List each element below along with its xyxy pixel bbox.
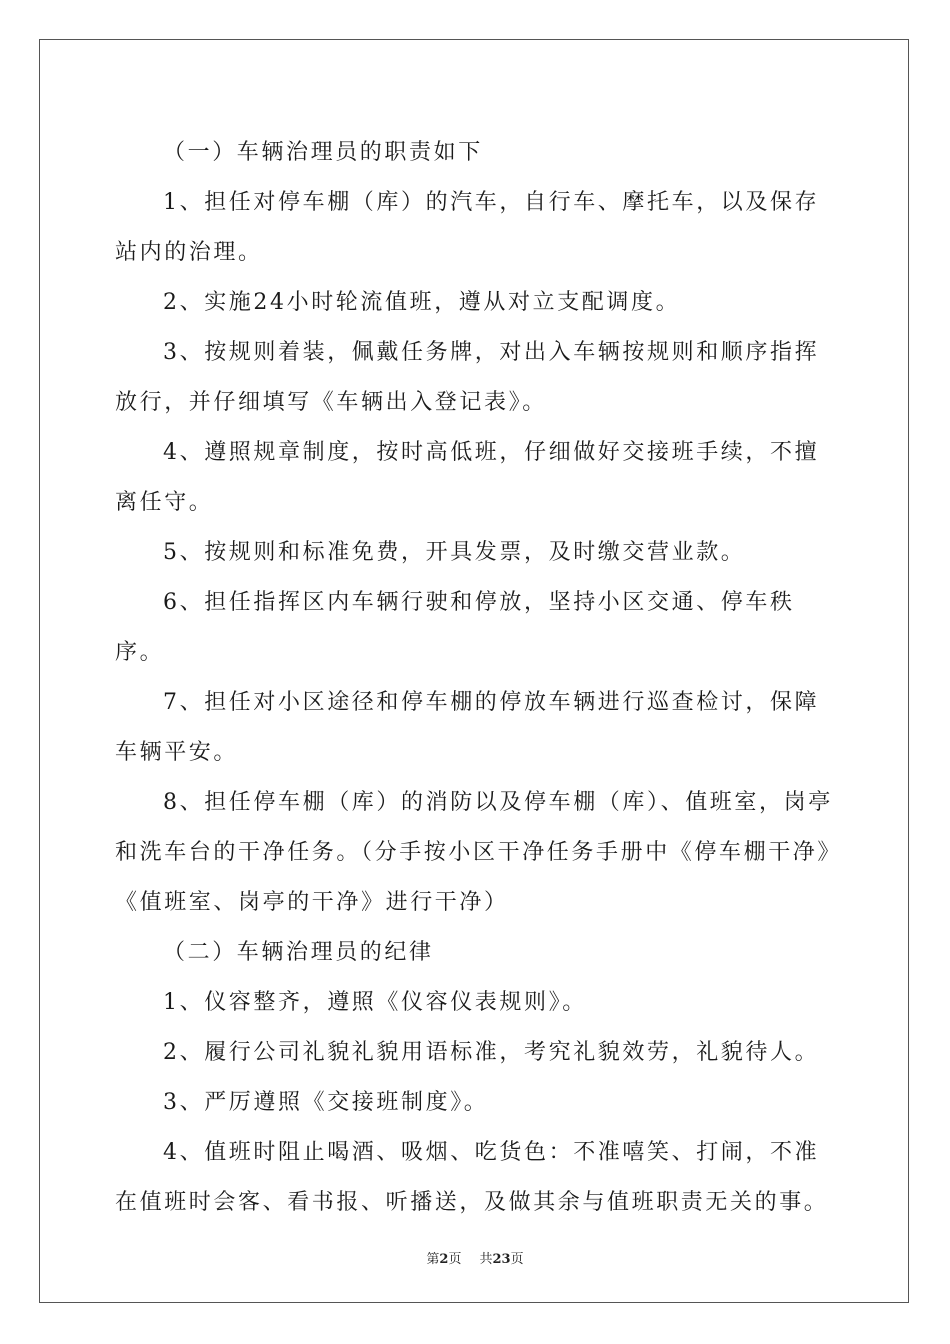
duty-item-7: 7、担任对小区途径和停车棚的停放车辆进行巡查检讨，保障车辆平安。: [115, 690, 820, 765]
footer-total-suffix: 页: [510, 1252, 524, 1267]
duty-item-8: 8、担任停车棚（库）的消防以及停车棚（库）、值班室，岗亭和洗车台的干净任务。（分手按小区干净任务手册中《停车棚干净》《值班室、岗亭的干净》进行干净）: [115, 790, 833, 915]
discipline-item-1: 1、仪容整齐，遵照《仪容仪表规则》。: [163, 990, 587, 1015]
duty-item-4: 4、遵照规章制度，按时高低班，仔细做好交接班手续，不擅离任守。: [115, 440, 820, 515]
duty-item-2: 2、实施24小时轮流值班，遵从对立支配调度。: [163, 290, 681, 315]
document-body: [115, 128, 840, 1228]
footer-page-prefix: 第: [426, 1252, 440, 1267]
section-heading-duties: （一）车辆治理员的职责如下: [163, 140, 483, 165]
duty-item-5: 5、按规则和标准免费，开具发票，及时缴交营业款。: [163, 540, 746, 565]
page-footer: [0, 1248, 950, 1267]
discipline-item-3: 3、严厉遵照《交接班制度》。: [163, 1090, 489, 1115]
duty-item-6: 6、担任指挥区内车辆行驶和停放，坚持小区交通、停车秩序。: [115, 590, 795, 665]
section-heading-discipline: （二）车辆治理员的纪律: [163, 940, 434, 965]
footer-page-number: 2: [439, 1252, 449, 1267]
discipline-item-4: 4、值班时阻止喝酒、吸烟、吃货色：不准嘻笑、打闹，不准在值班时会客、看书报、听播送，及做其余与值班职责无关的事。: [115, 1140, 829, 1215]
footer-total-pages: 23: [492, 1252, 511, 1267]
footer-page-suffix: 页: [448, 1252, 462, 1267]
duty-item-1: 1、担任对停车棚（库）的汽车，自行车、摩托车，以及保存站内的治理。: [115, 190, 820, 265]
footer-total-prefix: 共: [479, 1252, 493, 1267]
duty-item-3: 3、按规则着装，佩戴任务牌，对出入车辆按规则和顺序指挥放行，并仔细填写《车辆出入登记表》。: [115, 340, 820, 415]
discipline-item-2: 2、履行公司礼貌礼貌用语标准，考究礼貌效劳，礼貌待人。: [163, 1040, 820, 1065]
